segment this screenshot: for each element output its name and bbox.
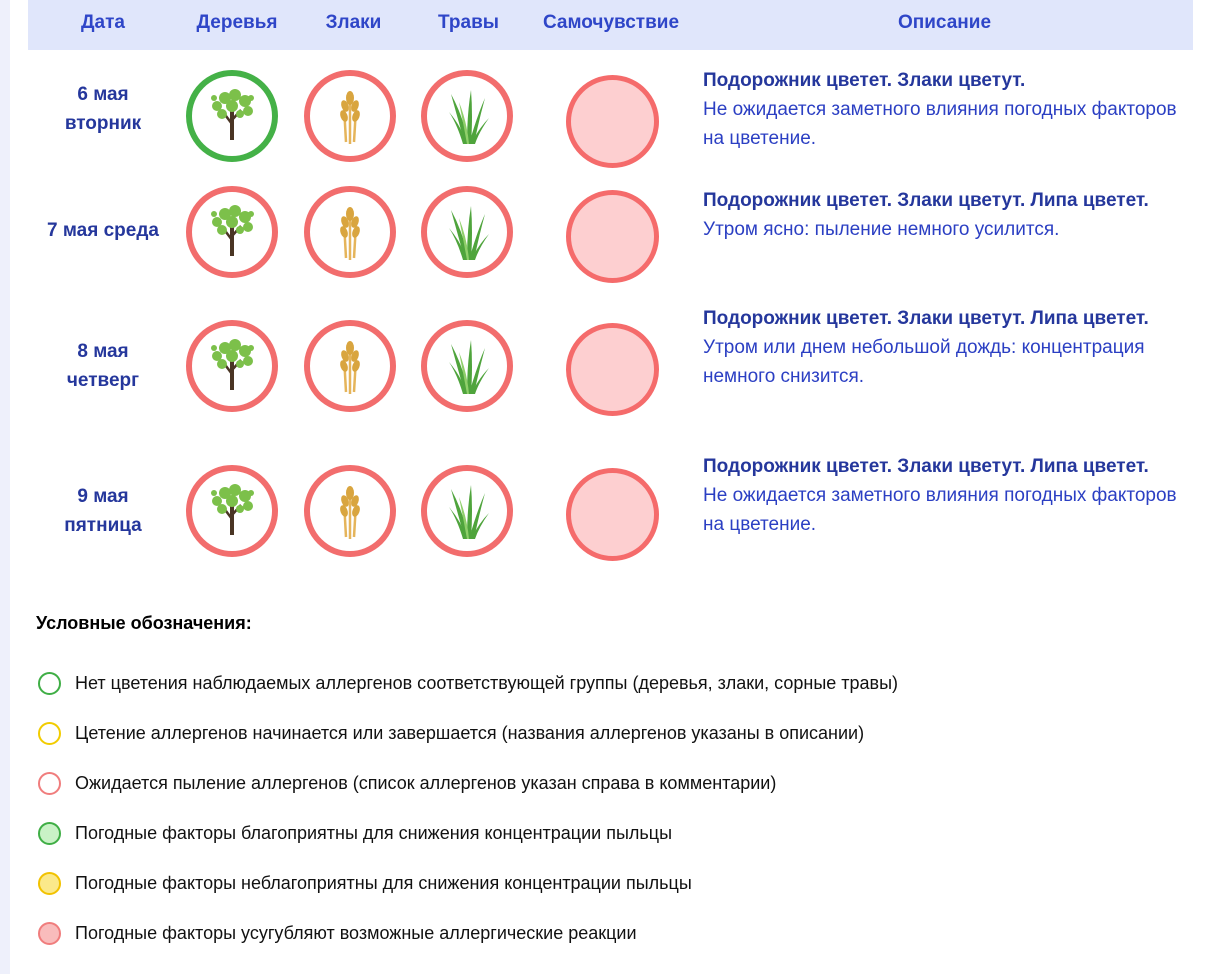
- row-date-day: 9 мая: [77, 486, 129, 507]
- grasses-indicator: [421, 70, 513, 162]
- wheat-icon: [310, 326, 390, 406]
- cereals-indicator: [304, 70, 396, 162]
- trees-indicator: [186, 465, 278, 557]
- header-description: Описание: [897, 12, 992, 33]
- grass-icon: [427, 76, 507, 156]
- description-headline: Подорожник цветет. Злаки цветут.: [703, 70, 1026, 91]
- row-date: [28, 482, 178, 540]
- row-description: [703, 452, 1183, 539]
- header-cereals: Злаки: [325, 12, 382, 33]
- header-date: Дата: [81, 12, 125, 33]
- table-row: [28, 438, 1193, 586]
- trees-indicator: [186, 70, 278, 162]
- table-row: [28, 172, 1193, 290]
- tree-icon: [192, 326, 272, 406]
- row-date: [28, 80, 178, 138]
- legend-filled-circle-icon: [38, 822, 61, 845]
- tree-icon: [192, 192, 272, 272]
- grasses-indicator: [421, 186, 513, 278]
- row-date: [28, 216, 178, 245]
- description-text: Утром ясно: пыление немного усилится.: [703, 219, 1060, 240]
- row-date-day: 7 мая среда: [47, 220, 159, 241]
- description-text: Утром или днем небольшой дождь: концентрация немного снизится.: [703, 337, 1145, 387]
- legend-filled-circle-icon: [38, 872, 61, 895]
- legend-circle-icon: [38, 722, 61, 745]
- row-date-weekday: вторник: [64, 113, 142, 134]
- row-description: [703, 66, 1183, 153]
- legend-text: Нет цветения наблюдаемых аллергенов соответствующей группы (деревья, злаки, сорные травы): [75, 673, 899, 693]
- legend-title: Условные обозначения:: [36, 613, 252, 633]
- row-description: [703, 186, 1183, 244]
- row-date-weekday: пятница: [64, 515, 142, 536]
- wellbeing-indicator: [566, 75, 659, 168]
- legend-circle-icon: [38, 672, 61, 695]
- grass-icon: [427, 471, 507, 551]
- trees-indicator: [186, 186, 278, 278]
- description-headline: Подорожник цветет. Злаки цветут. Липа цветет.: [703, 456, 1149, 477]
- legend-text: Погодные факторы усугубляют возможные аллергические реакции: [75, 923, 637, 943]
- pollen-forecast-table: [28, 0, 1193, 536]
- grasses-indicator: [421, 320, 513, 412]
- row-date-day: 8 мая: [77, 341, 129, 362]
- table-row: [28, 290, 1193, 438]
- header-trees: Деревья: [196, 12, 278, 33]
- wheat-icon: [310, 471, 390, 551]
- tree-icon: [192, 471, 272, 551]
- description-text: Не ожидается заметного влияния погодных факторов на цветение.: [703, 99, 1177, 149]
- description-headline: Подорожник цветет. Злаки цветут. Липа цветет.: [703, 308, 1149, 329]
- cereals-indicator: [304, 186, 396, 278]
- table-header: [28, 0, 1193, 50]
- legend-text: Погодные факторы благоприятны для снижения концентрации пыльцы: [75, 823, 673, 843]
- cereals-indicator: [304, 320, 396, 412]
- grasses-indicator: [421, 465, 513, 557]
- grass-icon: [427, 192, 507, 272]
- row-date-weekday: четверг: [66, 370, 140, 391]
- wheat-icon: [310, 76, 390, 156]
- table-row: [28, 52, 1193, 172]
- header-grasses: Травы: [438, 12, 499, 33]
- left-edge-bar: [0, 0, 10, 974]
- legend-text: Ожидается пыление аллергенов (список аллергенов указан справа в комментарии): [75, 773, 777, 793]
- legend-filled-circle-icon: [38, 922, 61, 945]
- trees-indicator: [186, 320, 278, 412]
- row-date-day: 6 мая: [77, 84, 129, 105]
- legend-circle-icon: [38, 772, 61, 795]
- wheat-icon: [310, 192, 390, 272]
- row-description: [703, 304, 1183, 391]
- cereals-indicator: [304, 465, 396, 557]
- description-text: Не ожидается заметного влияния погодных факторов на цветение.: [703, 485, 1177, 535]
- grass-icon: [427, 326, 507, 406]
- wellbeing-indicator: [566, 323, 659, 416]
- legend-text: Погодные факторы неблагоприятны для снижения концентрации пыльцы: [75, 873, 692, 893]
- header-wellbeing: Самочувствие: [542, 12, 680, 33]
- description-headline: Подорожник цветет. Злаки цветут. Липа цветет.: [703, 190, 1149, 211]
- wellbeing-indicator: [566, 190, 659, 283]
- tree-icon: [192, 76, 272, 156]
- wellbeing-indicator: [566, 468, 659, 561]
- row-date: [28, 337, 178, 395]
- legend-text: Цетение аллергенов начинается или завершается (названия аллергенов указаны в описании): [75, 723, 865, 743]
